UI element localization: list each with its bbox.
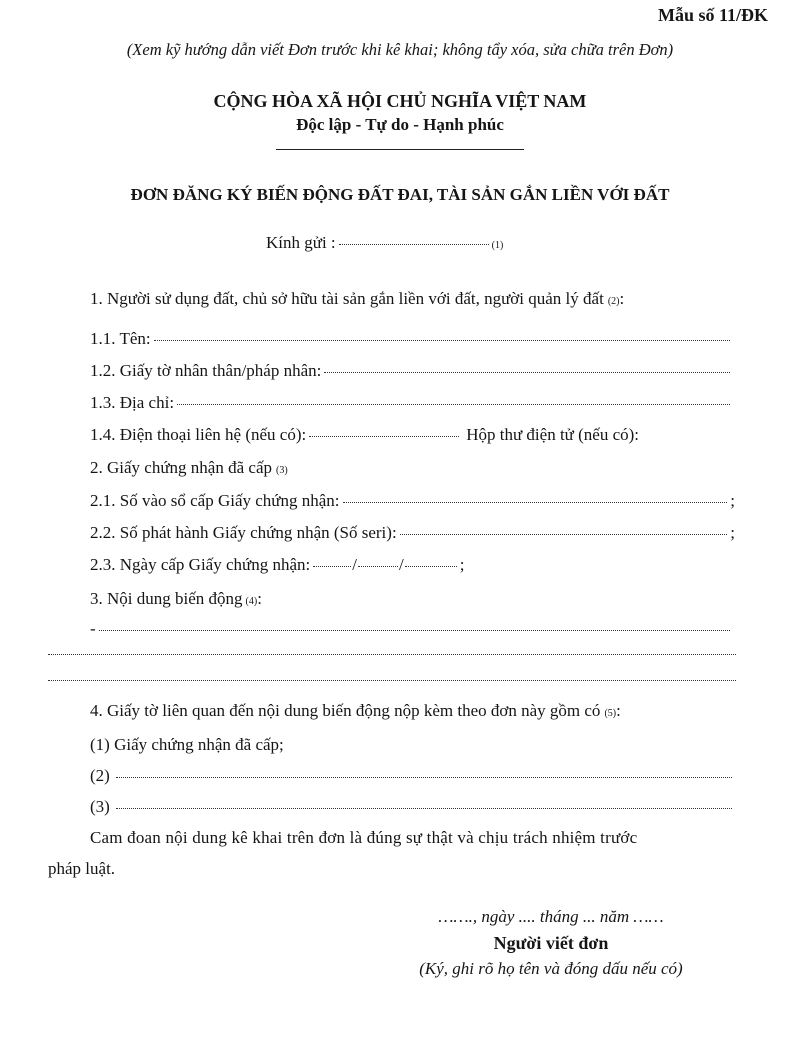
contact-row <box>90 426 639 443</box>
attachment-2-label: (2) <box>90 766 110 785</box>
form-title: ĐƠN ĐĂNG KÝ BIẾN ĐỘNG ĐẤT ĐAI, TÀI SẢN GẮN LIỀN VỚI ĐẤT <box>130 185 670 204</box>
attachment-1-label: (1) Giấy chứng nhận đã cấp; <box>90 735 284 754</box>
recipient-label: Kính gửi : <box>266 233 336 252</box>
change-line-1: - <box>90 620 733 637</box>
book-number-field[interactable] <box>343 502 728 503</box>
country-heading: CỘNG HÒA XÃ HỘI CHỦ NGHĨA VIỆT NAM <box>213 91 587 111</box>
section3-heading: 3. Nội dung biến động <box>90 589 243 608</box>
signature-instruction: (Ký, ghi rõ họ tên và đóng dấu nếu có) <box>419 959 683 978</box>
phone-field[interactable] <box>309 436 459 437</box>
attachment-item-1 <box>90 736 284 753</box>
section2-heading-row: 2. Giấy chứng nhận đã cấp (3) <box>90 458 288 477</box>
phone-label: 1.4. Điện thoại liên hệ (nếu có): <box>90 425 307 444</box>
section3-heading-row: 3. Nội dung biến động (4) : <box>90 589 262 608</box>
address-field[interactable] <box>177 404 730 405</box>
issue-day-field[interactable] <box>313 566 351 567</box>
pledge-text-line-2: pháp luật. <box>48 859 116 878</box>
id-doc-row <box>90 362 733 379</box>
pledge-text-line-1: Cam đoan nội dung kê khai trên đơn là đúng sự thật và chịu trách nhiệm trước <box>90 828 638 847</box>
serial-field[interactable] <box>400 534 728 535</box>
motto: Độc lập - Tự do - Hạnh phúc <box>296 115 504 134</box>
instruction-text: (Xem kỹ hướng dẫn viết Đơn trước khi kê khai; không tẩy xóa, sửa chữa trên Đơn) <box>126 40 674 59</box>
book-number-label: 2.1. Số vào sổ cấp Giấy chứng nhận: <box>90 491 340 510</box>
change-field-3[interactable] <box>48 680 736 681</box>
change-field-1[interactable] <box>99 630 730 631</box>
serial-row: 2.2. Số phát hành Giấy chứng nhận (Số seri): ; <box>90 523 735 542</box>
change-field-2[interactable] <box>48 654 736 655</box>
recipient-row: Kính gửi : (1) <box>266 233 504 252</box>
issue-year-field[interactable] <box>405 566 457 567</box>
name-label: 1.1. Tên: <box>90 329 151 348</box>
header-divider <box>276 149 524 150</box>
signature-date-line[interactable]: ……., ngày .... tháng ... năm …… <box>438 907 664 926</box>
issue-month-field[interactable] <box>358 566 398 567</box>
attachment-item-3 <box>90 798 735 815</box>
form-code: Mẫu số 11/ĐK <box>657 5 768 25</box>
book-number-row: 2.1. Số vào sổ cấp Giấy chứng nhận: ; <box>90 491 735 510</box>
attachment-item-2 <box>90 767 735 784</box>
section1-heading-row: 1. Người sử dụng đất, chủ sở hữu tài sản gắn liền với đất, người quản lý đất (2) : <box>90 289 625 308</box>
recipient-field[interactable] <box>339 244 489 245</box>
serial-label: 2.2. Số phát hành Giấy chứng nhận (Số seri): <box>90 523 397 542</box>
signer-title: Người viết đơn <box>493 933 609 953</box>
section4-heading-row: 4. Giấy tờ liên quan đến nội dung biến động nộp kèm theo đơn này gồm có (5) : <box>90 701 621 720</box>
attachment-3-label: (3) <box>90 797 110 816</box>
email-label: Hộp thư điện tử (nếu có): <box>466 425 640 444</box>
issue-date-row: 2.3. Ngày cấp Giấy chứng nhận: / / ; <box>90 555 465 574</box>
issue-date-label: 2.3. Ngày cấp Giấy chứng nhận: <box>90 555 311 574</box>
address-label: 1.3. Địa chỉ: <box>90 393 175 412</box>
name-field[interactable] <box>154 340 730 341</box>
section4-heading: 4. Giấy tờ liên quan đến nội dung biến động nộp kèm theo đơn này gồm có <box>90 701 601 720</box>
name-row <box>90 330 733 347</box>
id-doc-label: 1.2. Giấy tờ nhân thân/pháp nhân: <box>90 361 322 380</box>
attachment-3-field[interactable] <box>116 808 732 809</box>
attachment-2-field[interactable] <box>116 777 732 778</box>
section1-heading: 1. Người sử dụng đất, chủ sở hữu tài sản gắn liền với đất, người quản lý đất <box>90 289 604 308</box>
address-row <box>90 394 733 411</box>
id-doc-field[interactable] <box>324 372 730 373</box>
section2-heading: 2. Giấy chứng nhận đã cấp <box>90 458 272 477</box>
